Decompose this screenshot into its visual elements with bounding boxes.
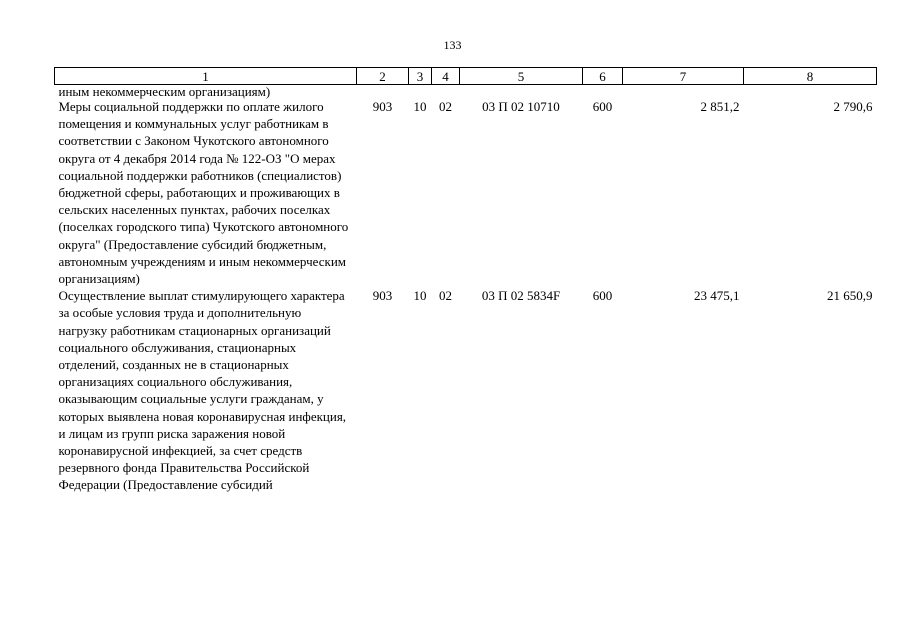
header-col-1: 1 — [55, 68, 357, 85]
header-col-7: 7 — [623, 68, 744, 85]
row-name: Меры социальной поддержки по оплате жилого помещения и коммунальных услуг работникам в соответствии с Законом Чукотского автономного округа от 4 декабря 2014 года № 122-ОЗ "О мерах социальной поддержки работников (специалистов) бюджетной сферы, работающих и проживающих в сельских населенных пунктах, рабочих поселках (поселках городского типа) Чукотского автономного округа" (Предоставление субсидий бюджетным, автономным учреждениям и иным некоммерческим организациям) — [58, 99, 349, 287]
table-row — [55, 287, 877, 493]
header-col-4: 4 — [432, 68, 460, 85]
budget-table — [54, 67, 877, 494]
row-col8: 21 650,9 — [827, 288, 873, 304]
header-row — [55, 68, 877, 85]
row-col4: 02 — [439, 99, 452, 114]
row-col4: 02 — [439, 288, 452, 304]
page-number: 133 — [443, 38, 462, 52]
header-col-3: 3 — [409, 68, 432, 85]
row-col6: 600 — [592, 99, 613, 114]
header-col-5: 5 — [460, 68, 583, 85]
header-col-2: 2 — [357, 68, 409, 85]
row-col6: 600 — [592, 288, 613, 304]
row-col8: 2 790,6 — [833, 99, 873, 114]
row-col7: 2 851,2 — [700, 99, 740, 114]
row-col7: 23 475,1 — [694, 288, 740, 304]
row-col5: 03 П 02 5834F — [481, 288, 561, 304]
row-col5: 03 П 02 10710 — [482, 99, 560, 114]
row-col3: 10 — [413, 288, 427, 304]
row-name: Осуществление выплат стимулирующего характера за особые условия труда и дополнительную нагрузку работникам стационарных организаций социального обслуживания, стационарных отделений, созданных не в стационарных организациях социального обслуживания, оказывающим социальные услуги гражданам, у которых выявлена новая коронавирусная инфекция, и лицам из групп риска заражения новой коронавирусной инфекцией, за счет средств резервного фонда Правительства Российской Федерации (Предоставление субсидий — [58, 288, 347, 493]
row-col3: 10 — [413, 99, 427, 114]
row-col2: 903 — [372, 99, 393, 114]
carry-over-text: иным некоммерческим организациям) — [58, 84, 271, 99]
row-col2: 903 — [372, 288, 393, 304]
header-col-8: 8 — [744, 68, 877, 85]
header-col-6: 6 — [583, 68, 623, 85]
carry-over-row — [55, 85, 877, 99]
table-row — [55, 98, 877, 287]
